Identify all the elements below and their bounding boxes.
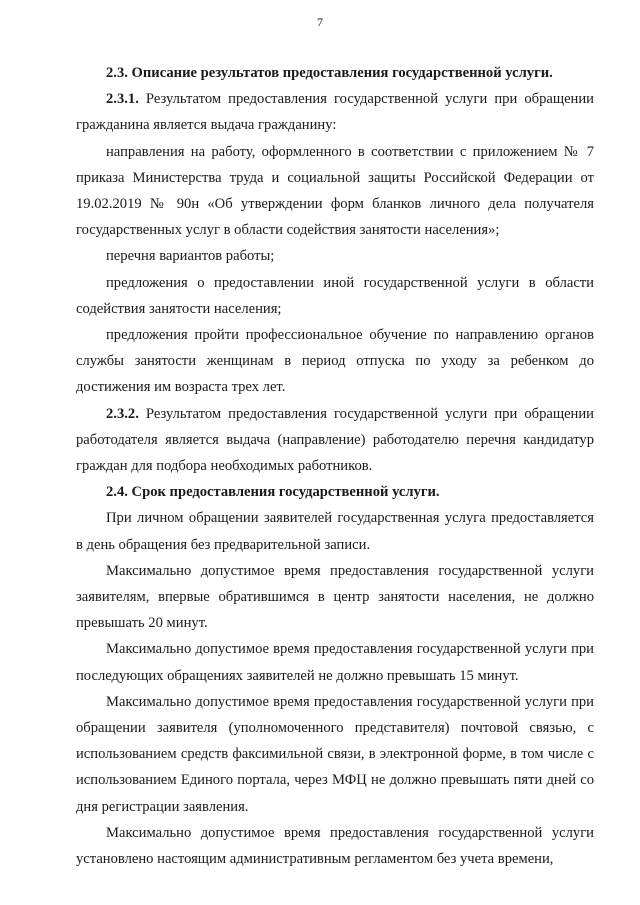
paragraph: При личном обращении заявителей государственная услуга предоставляется в день обращения без предварительной записи. — [76, 510, 594, 553]
paragraph-2-3-1 — [76, 86, 594, 138]
list-item: направления на работу, оформленного в соответствии с приложением № 7 приказа Министерства труда и социальной защиты Российской Федерации от 19.02.2019 № 90н «Об утверждении форм бланков личного дела получателя государственных услуг в области содействия занятости населения»; — [76, 143, 594, 239]
list-item: предложения пройти профессиональное обучение по направлению органов службы занятости женщинам в период отпуска по уходу за ребенком до достижения им возраста трех лет. — [76, 327, 594, 396]
clause-number: 2.3.2. — [106, 405, 139, 422]
paragraph: Максимально допустимое время предоставления государственной услуги при обращении заявителя (уполномоченного представителя) почтовой связью, с использованием средств факсимильной связи, в электронной форме, в том числе с использованием Единого портала, через МФЦ не должно превышать пяти дней со дня регистрации заявления. — [76, 693, 594, 815]
paragraph-2-3-2 — [76, 401, 594, 480]
section-heading-2-4: 2.4. Срок предоставления государственной услуги. — [106, 484, 440, 501]
paragraph-text: Результатом предоставления государственной услуги при обращении гражданина является выдача гражданину: — [76, 91, 594, 134]
list-item: перечня вариантов работы; — [106, 248, 275, 265]
document-body — [76, 60, 594, 872]
list-item: предложения о предоставлении иной государственной услуги в области содействия занятости населения; — [76, 274, 594, 317]
clause-number: 2.3.1. — [106, 91, 139, 108]
paragraph: Максимально допустимое время предоставления государственной услуги установлено настоящим административным регламентом без учета времени, — [76, 824, 594, 868]
page-number: 7 — [317, 15, 323, 29]
section-heading-2-3: 2.3. Описание результатов предоставления государственной услуги. — [106, 65, 553, 81]
paragraph-text: Результатом предоставления государственной услуги при обращении работодателя является выдача (направление) работодателю перечня кандидатур граждан для подбора необходимых работников. — [76, 405, 594, 475]
paragraph: Максимально допустимое время предоставления государственной услуги при последующих обращениях заявителей не должно превышать 15 минут. — [76, 641, 594, 684]
paragraph: Максимально допустимое время предоставления государственной услуги заявителям, впервые обратившимся в центр занятости населения, не должно превышать 20 минут. — [76, 562, 594, 632]
